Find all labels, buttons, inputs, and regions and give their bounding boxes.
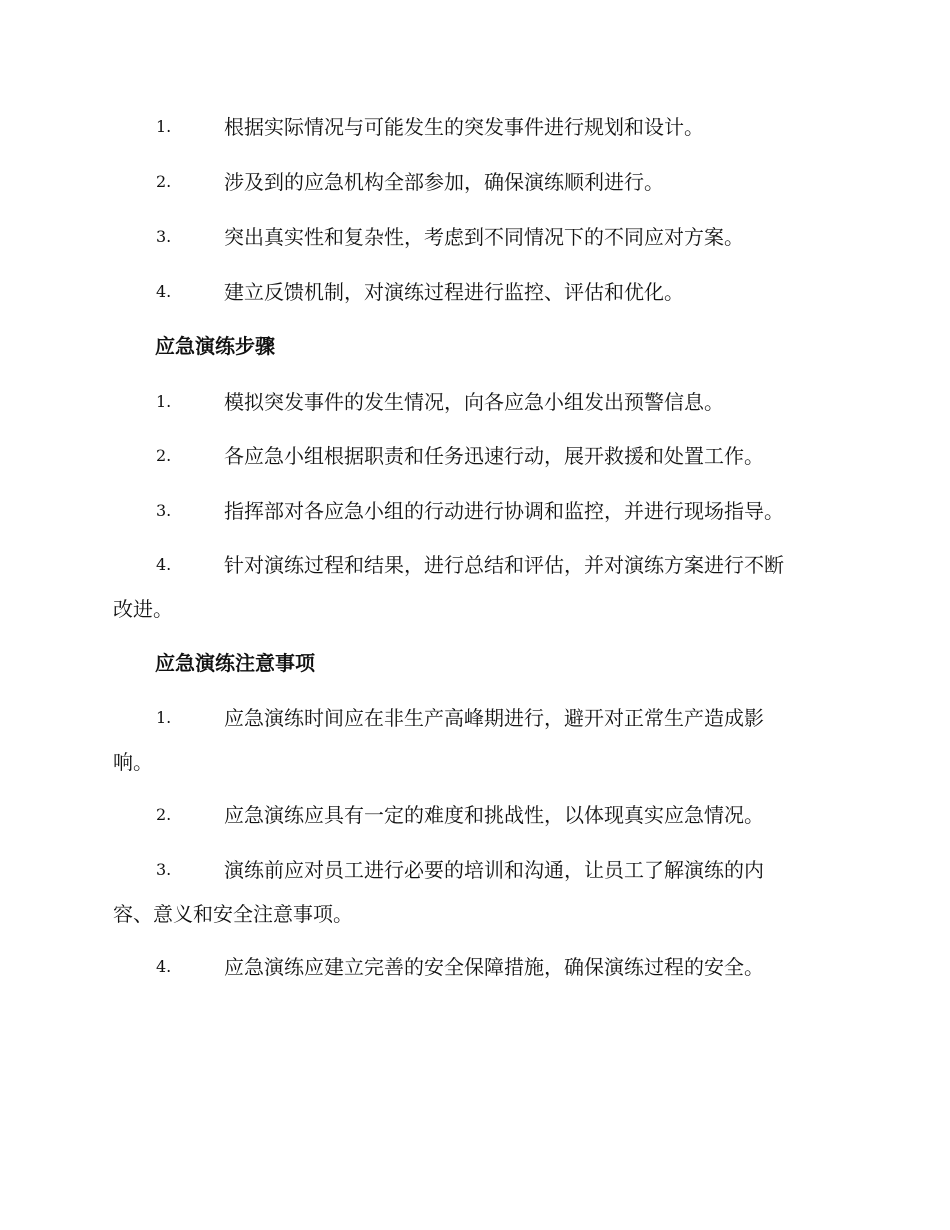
- list-text: 建立反馈机制，对演练过程进行监控、评估和优化。: [224, 280, 684, 304]
- list-item: [113, 270, 838, 314]
- list-text: 指挥部对各应急小组的行动进行协调和监控，并进行现场指导。: [224, 499, 784, 523]
- list-number: 2.: [156, 805, 172, 824]
- list-number: 3.: [156, 501, 172, 520]
- list-item: [113, 793, 838, 837]
- list-item: [113, 160, 838, 204]
- list-text-continuation: 响。: [113, 750, 153, 774]
- list-number: 2.: [156, 446, 172, 465]
- section-heading: 应急演练注意事项: [155, 651, 315, 675]
- list-number: 1.: [156, 392, 172, 411]
- list-item: [113, 380, 838, 424]
- list-text: 涉及到的应急机构全部参加，确保演练顺利进行。: [224, 170, 664, 194]
- list-item: [113, 105, 838, 149]
- list-text-continuation: 改进。: [113, 597, 173, 621]
- list-text: 演练前应对员工进行必要的培训和沟通，让员工了解演练的内: [224, 858, 764, 882]
- list-text-continuation: 容、意义和安全注意事项。: [113, 902, 353, 926]
- list-text: 各应急小组根据职责和任务迅速行动，展开救援和处置工作。: [224, 444, 764, 468]
- list-text: 应急演练时间应在非生产高峰期进行，避开对正常生产造成影: [224, 706, 764, 730]
- list-text: 针对演练过程和结果，进行总结和评估，并对演练方案进行不断: [224, 553, 784, 577]
- list-number: 1.: [156, 117, 172, 136]
- list-text: 模拟突发事件的发生情况，向各应急小组发出预警信息。: [224, 390, 724, 414]
- list-text: 应急演练应具有一定的难度和挑战性，以体现真实应急情况。: [224, 803, 764, 827]
- list-item: [113, 543, 838, 631]
- section-heading: 应急演练步骤: [155, 334, 275, 358]
- list-number: 3.: [156, 227, 172, 246]
- list-number: 3.: [156, 860, 172, 879]
- list-text: 应急演练应建立完善的安全保障措施，确保演练过程的安全。: [224, 955, 764, 979]
- list-item: [113, 696, 838, 784]
- list-item: [113, 489, 838, 533]
- list-item: [113, 434, 838, 478]
- list-number: 2.: [156, 172, 172, 191]
- list-item: [113, 945, 838, 989]
- list-number: 4.: [156, 957, 172, 976]
- list-number: 4.: [156, 555, 172, 574]
- list-number: 1.: [156, 708, 172, 727]
- list-item: [113, 215, 838, 259]
- list-text: 突出真实性和复杂性，考虑到不同情况下的不同应对方案。: [224, 225, 744, 249]
- list-text: 根据实际情况与可能发生的突发事件进行规划和设计。: [224, 115, 704, 139]
- list-number: 4.: [156, 282, 172, 301]
- list-item: [113, 848, 838, 936]
